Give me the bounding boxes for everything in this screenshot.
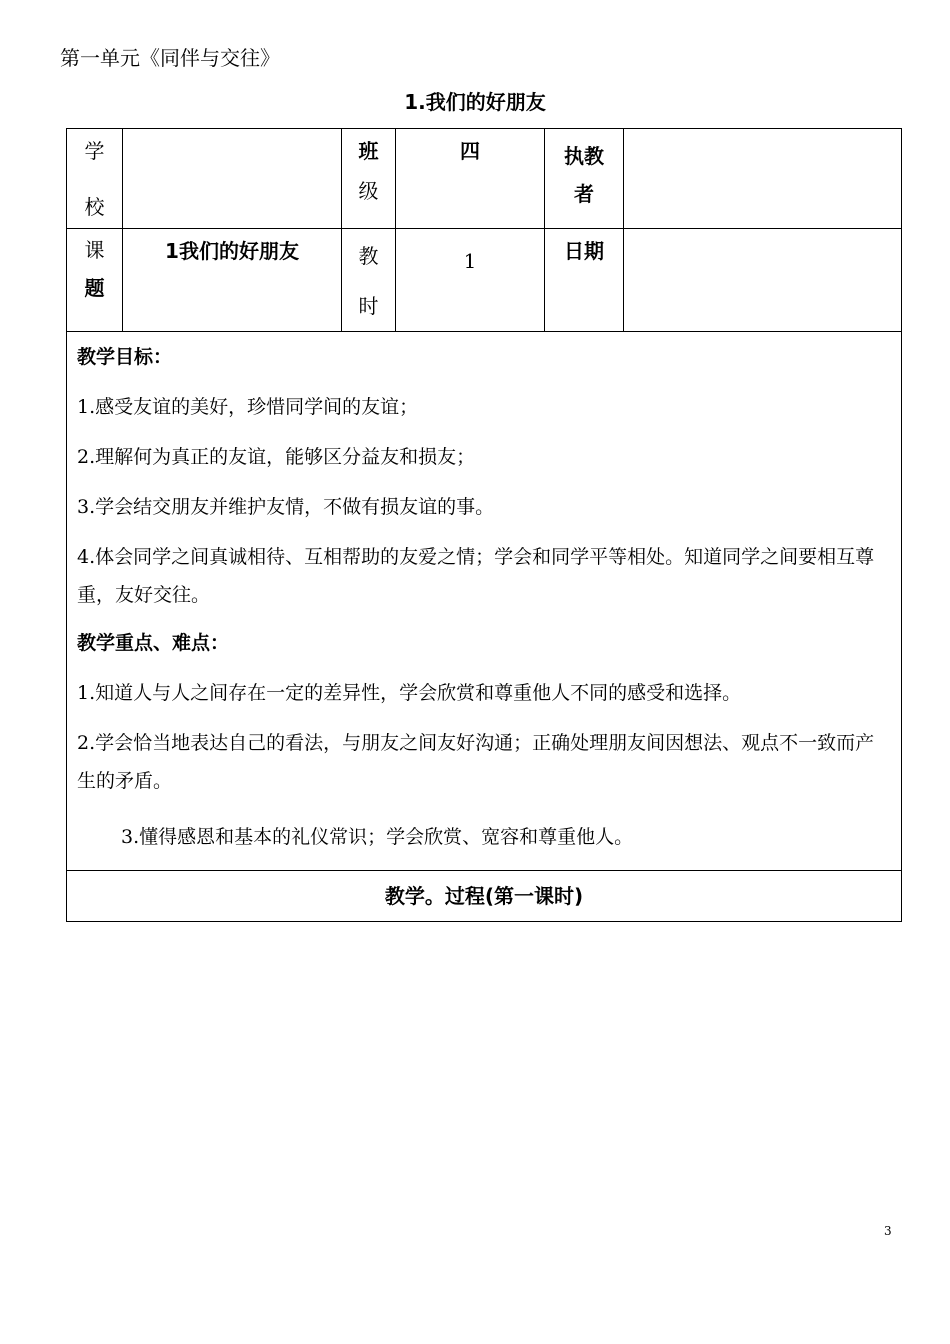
objectives-cell — [67, 332, 902, 871]
class-label-cell — [342, 129, 396, 229]
objective-item-4: 4.体会同学之间真诚相待、互相帮助的友爱之情；学会和同学平等相处。知道同学之间要相互尊重，友好交往。 — [77, 546, 875, 606]
teacher-value-cell — [624, 129, 902, 229]
hours-label-line2: 时 — [358, 294, 379, 318]
page-number: 3 — [884, 1224, 892, 1238]
process-heading: 教学。过程(第一课时) — [384, 884, 584, 908]
hours-label-cell — [342, 229, 396, 332]
hours-label-line1: 教 — [358, 244, 379, 268]
topic-label-cell — [67, 229, 123, 332]
date-label: 日期 — [564, 239, 604, 263]
key-points-heading: 教学重点、难点： — [77, 632, 230, 654]
teacher-label-line2: 者 — [574, 182, 594, 206]
topic-label-line2: 题 — [84, 276, 105, 300]
school-label-line1: 学 — [84, 139, 105, 163]
teacher-label-line1: 执教 — [564, 144, 604, 168]
hours-value-cell — [396, 229, 545, 332]
unit-title: 第一单元《同伴与交往》 — [60, 46, 280, 70]
school-value-cell — [123, 129, 342, 229]
lesson-title: 1.我们的好朋友 — [404, 90, 546, 114]
objective-item-1: 1.感受友谊的美好，珍惜同学间的友谊； — [77, 396, 419, 418]
hours-value: 1 — [463, 249, 477, 273]
class-value: 四 — [460, 139, 480, 163]
objectives-heading: 教学目标： — [77, 346, 173, 368]
key-point-item-1: 1.知道人与人之间存在一定的差异性，学会欣赏和尊重他人不同的感受和选择。 — [77, 682, 742, 704]
key-point-item-3: 3.懂得感恩和基本的礼仪常识；学会欣赏、宽容和尊重他人。 — [121, 826, 634, 848]
school-label-line2: 校 — [84, 195, 105, 219]
school-label-cell — [67, 129, 123, 229]
class-label-line1: 班 — [358, 139, 379, 163]
topic-value-cell — [123, 229, 342, 332]
date-label-cell — [545, 229, 624, 332]
process-cell — [67, 871, 902, 922]
topic-value: 1我们的好朋友 — [165, 239, 299, 263]
topic-label-line1: 课 — [84, 238, 105, 262]
key-point-item-2: 2.学会恰当地表达自己的看法，与朋友之间友好沟通；正确处理朋友间因想法、观点不一致而产生的矛盾。 — [77, 732, 875, 792]
teacher-label-cell — [545, 129, 624, 229]
class-value-cell — [396, 129, 545, 229]
class-label-line2: 级 — [358, 179, 379, 203]
lesson-plan-table — [66, 128, 902, 922]
objective-item-2: 2.理解何为真正的友谊，能够区分益友和损友； — [77, 446, 476, 468]
date-value-cell — [624, 229, 902, 332]
objective-item-3: 3.学会结交朋友并维护友情，不做有损友谊的事。 — [77, 496, 495, 518]
